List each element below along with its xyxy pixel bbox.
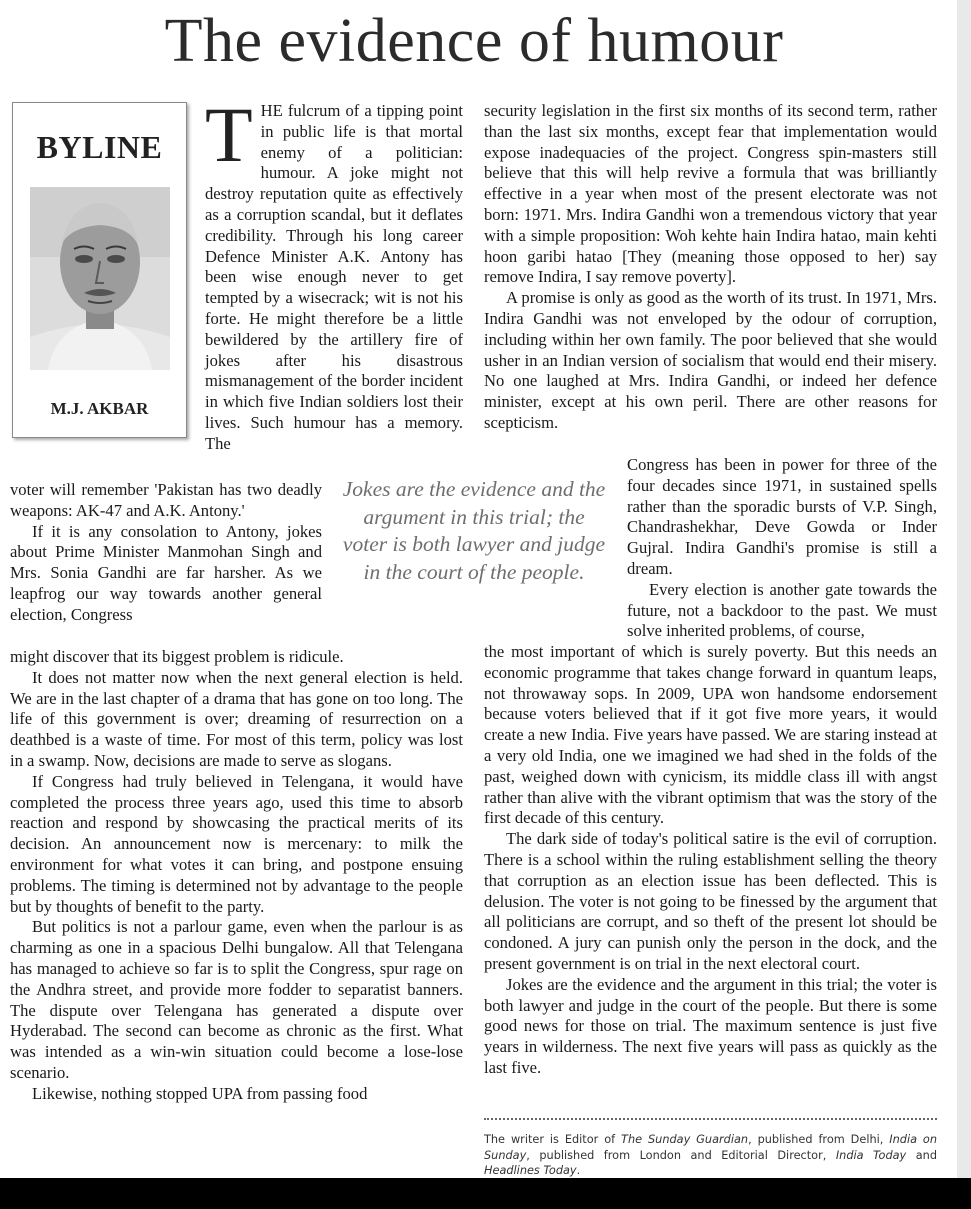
paragraph: It does not matter now when the next general election is held. We are in the last chapter of a drama that has gone on too long. The life of this government is over; dreaming of resurrection on a deathbed is a waste of time. For most of this term, policy was lost in a swamp. Now, decisions are made to serve as slogans. <box>10 667 463 770</box>
col2-mid-text <box>627 455 937 642</box>
paragraph: The dark side of today's political satire is the evil of corruption. There is a school within the ruling establishment selling the theory that corruption as an election issue has been deflected. This is delusion. The voter is not going to be finessed by the argument that all politicians are corrupt, and so theft of the present lot should be condoned. A jury can punish only the person in the dock, and the present government is on trial in the next electoral court. <box>484 829 937 973</box>
paragraph: Every election is another gate towards the future, not a backdoor to the past. We must solve inherited problems, of course, <box>627 579 937 641</box>
author-portrait-image <box>30 187 170 370</box>
paragraph: If Congress had truly believed in Telengana, it would have completed the process three years ago, used this time to absorb reaction and respond by showcasing the practical merits of its decision. An announcement now is mercenary: to milk the environment for what votes it can bring, and postpone ensuing problems. The timing is determined not by advantage to the people but by thoughts of benefit to the party. <box>10 771 463 916</box>
footnote-text: . <box>576 1164 581 1177</box>
paragraph: voter will remember 'Pakistan has two deadly weapons: AK-47 and A.K. Antony.' <box>10 480 322 520</box>
paragraph <box>205 91 463 455</box>
paragraph: Congress has been in power for three of the four decades since 1971, in sustained spells rather than the sporadic bursts of V.P. Singh, Chandrashekhar, Deve Gowda or Inder Gujral. Indira Gandhi's promise is still a dream. <box>627 455 937 578</box>
footnote-text: , published from Delhi, <box>748 1133 890 1146</box>
footnote-italic: Headlines Today <box>484 1164 577 1177</box>
paragraph: Jokes are the evidence and the argument in this trial; the voter is both lawyer and judge in the court of the people. But there is some good news for those on trial. The maximum sentence is just five years in wilderness. The next five years will pass as quickly as the last five. <box>484 974 937 1077</box>
paragraph: the most important of which is surely poverty. But this needs an economic programme that takes change forward in quantum leaps, not throwaway sops. In 2009, UPA won handsome endorsement because voters believed that if it got five more years, it would create a new India. Five years have passed. We are staring instead at a very old India, one we imagined we had shed in the folds of the past, weighed down with cynicism, its middle class ill with angst rather than alive with the vibrant optimism that was the story of the first decade of this century. <box>484 642 937 828</box>
paragraph: might discover that its biggest problem is ridicule. <box>10 647 344 666</box>
footnote-italic: India on Sunday <box>484 1133 938 1162</box>
paragraph: security legislation in the first six months of its second term, rather than the last six months, except fear that implementation would expose inadequacies of the project. Congress spin-masters still believe that this will help revive a formula that was brilliantly effective in a year when most of the present electorate was not born: 1971. Mrs. Indira Gandhi won a tremendous victory that year with a simple proposition: Woh kehte hain Indira hatao, main kehti hoon garibi hatao [They (meaning those opposed to her) say remove Indira, I say remove poverty]. <box>484 101 937 287</box>
author-photo <box>30 187 170 370</box>
paragraph: If it is any consolation to Antony, jokes about Prime Minister Manmohan Singh and Mrs. Sonia Gandhi are far harsher. As we leapfrog our way towards another general election, Congress <box>10 521 322 624</box>
byline-author: M.J. AKBAR <box>50 399 149 418</box>
pull-quote: Jokes are the evidence and the argument in this trial; the voter is both lawyer and judge in the court of the people. <box>342 477 606 584</box>
bottom-black-bar <box>0 1178 971 1209</box>
col1-bottom-text <box>10 647 463 1105</box>
col2-bottom-text <box>484 642 937 1079</box>
footnote-italic: India Today <box>835 1148 907 1162</box>
footnote-divider <box>484 1118 937 1120</box>
col1-top-text <box>205 91 463 455</box>
paragraph-text: HE fulcrum of a tipping point in public life is that mortal enemy of a politician: humour. A joke might not destroy reputation quite as effectively as a corruption scandal, but it deflates credibility. Through his long career Defence Minister A.K. Antony has been wise enough never to get tempted by a wisecrack; wit is not his forte. He might therefore be a little bewildered by the artillery fire of jokes after his disastrous mismanagement of the border incident in which five Indian soldiers lost their lives. Such humour has a memory. The <box>205 101 463 453</box>
paragraph: A promise is only as good as the worth of its trust. In 1971, Mrs. Indira Gandhi was not enveloped by the odour of corruption, including within her own family. The poor believed that she would usher in an Indian version of socialism that would end their misery. No one laughed at Mrs. Indira Gandhi, or indeed her defence minister, except at his own peril. There are other reasons for scepticism. <box>484 288 937 432</box>
footnote-text: and <box>906 1148 937 1162</box>
byline-box <box>12 102 187 438</box>
col1-mid-text <box>10 480 322 626</box>
footnote-text: , published from London and Editorial Director, <box>526 1148 836 1162</box>
headline: The evidence of humour <box>164 7 784 75</box>
paragraph: But politics is not a parlour game, even when the parlour is as charming as one in a spacious Delhi bungalow. All that Telengana has managed to achieve so far is to split the Congress, spur rage on the Andhra street, and provide more fodder to separatist banners. The dispute over Telengana has generated a dispute over Hyderabad. The second can become as chronic as the first. What was intended as a win-win situation could become a lose-lose scenario. <box>10 917 463 1082</box>
drop-cap: T <box>205 91 253 178</box>
col2-top-text <box>484 101 937 434</box>
paragraph: Likewise, nothing stopped UPA from passing food <box>32 1083 368 1103</box>
page-edge-shadow <box>957 0 971 1178</box>
footnote-text: The writer is Editor of <box>484 1133 622 1146</box>
author-footnote <box>484 1132 937 1179</box>
byline-title: BYLINE <box>36 129 163 165</box>
footnote-italic: The Sunday Guardian <box>621 1133 749 1146</box>
